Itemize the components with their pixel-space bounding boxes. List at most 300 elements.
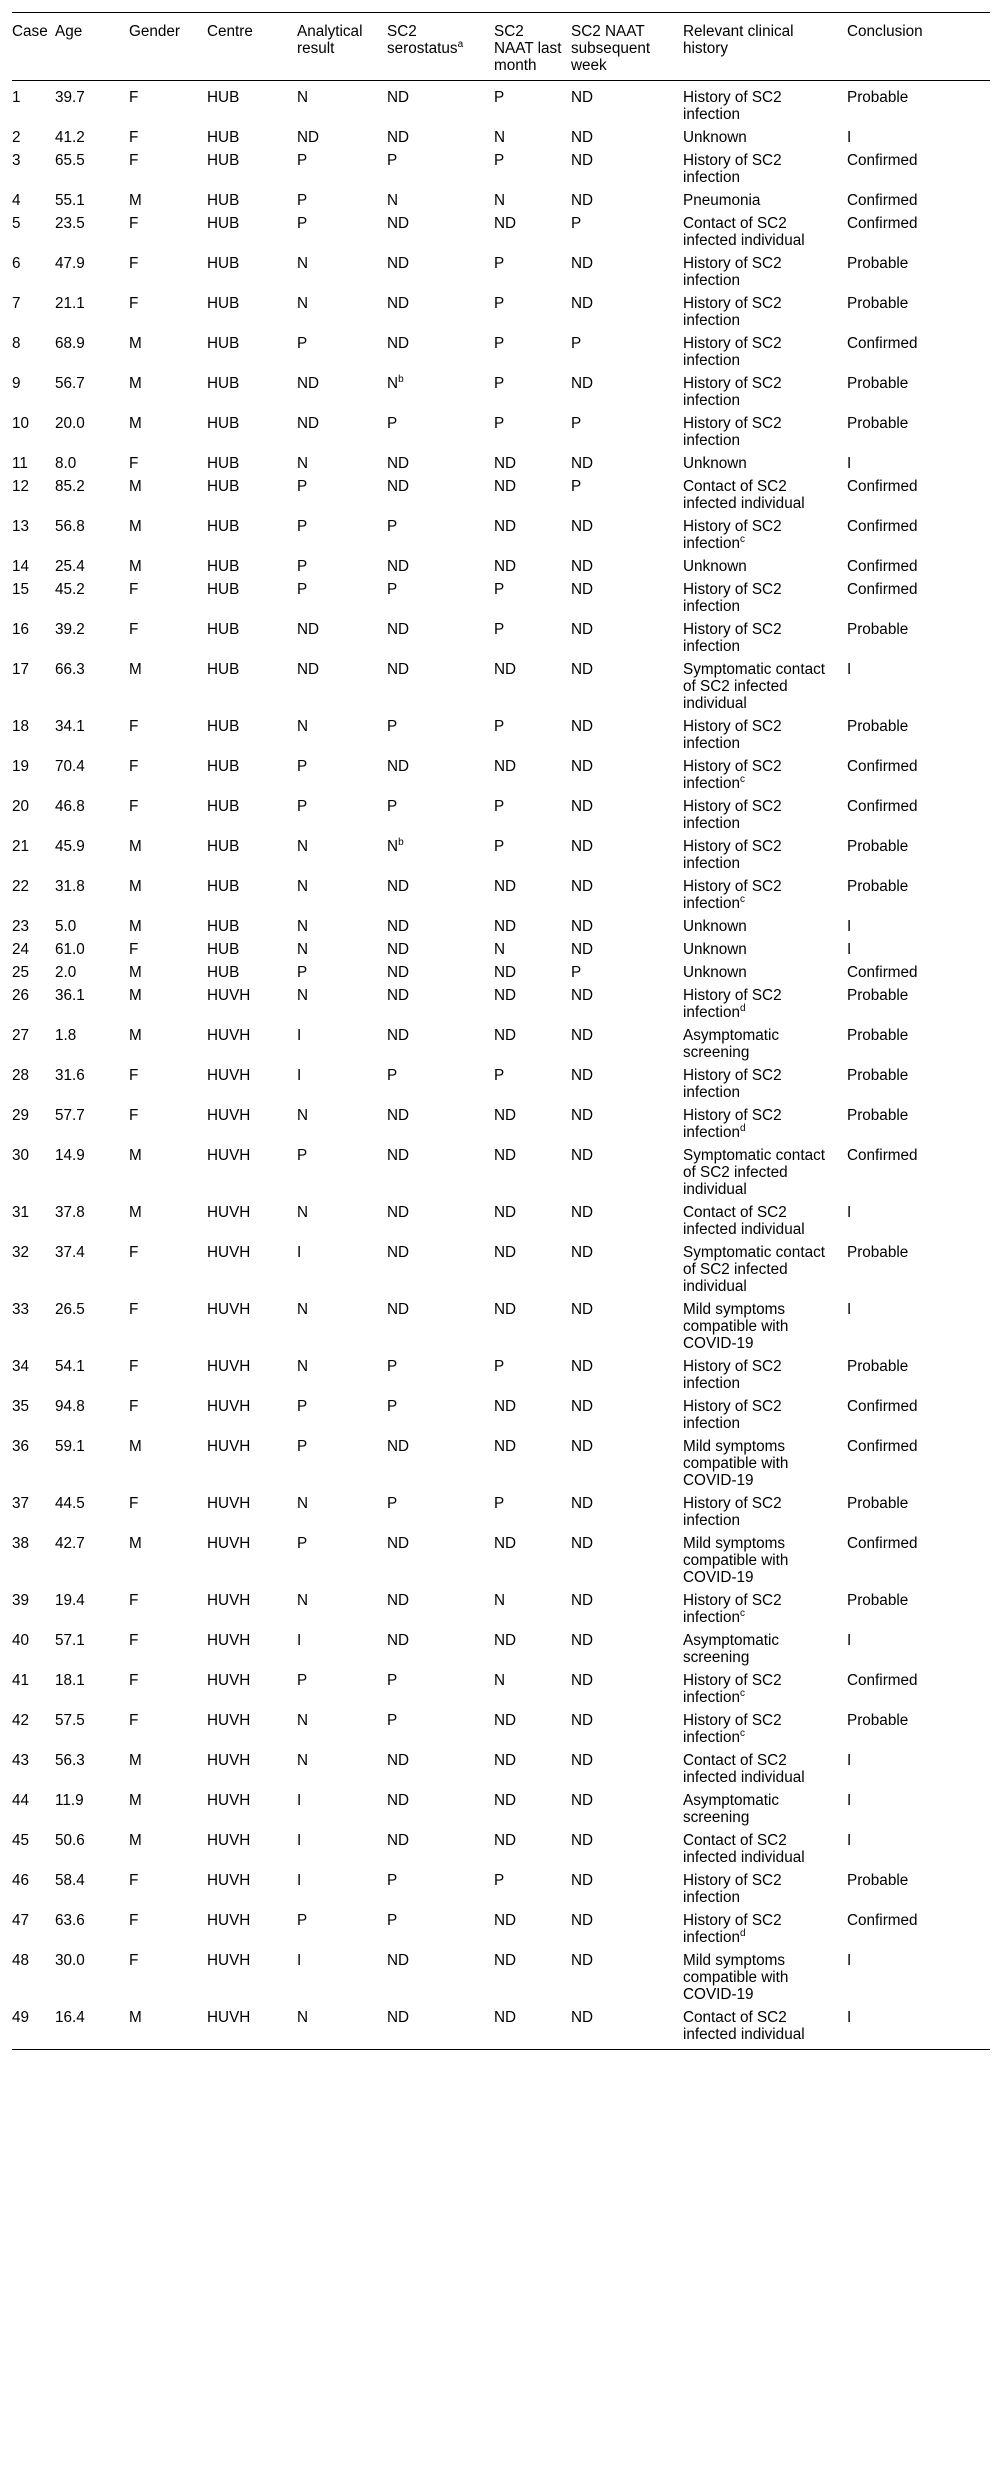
centre-cell [207, 875, 297, 915]
clinical-history-cell [683, 452, 847, 475]
conclusion-cell [847, 1869, 990, 1909]
cell-text: ND [387, 2009, 410, 2026]
centre-cell [207, 1749, 297, 1789]
cell-text: 36.1 [55, 987, 85, 1004]
naat-last-month-cell [494, 1395, 571, 1435]
serostatus-cell [387, 715, 494, 755]
naat-last-month-cell [494, 1435, 571, 1492]
analytical-result-cell [297, 875, 387, 915]
gender-cell [129, 372, 207, 412]
case-cell [12, 1492, 55, 1532]
footnote-marker: b [398, 836, 404, 848]
cell-text: 12 [12, 478, 30, 495]
naat-subsequent-week-cell [571, 332, 683, 372]
centre-cell [207, 1949, 297, 2006]
cell-text: ND [571, 558, 594, 575]
cell-text: HUB [207, 621, 240, 638]
cell-text: HUB [207, 152, 240, 169]
naat-last-month-cell [494, 1749, 571, 1789]
conclusion-cell [847, 1024, 990, 1064]
cell-text: 14 [12, 558, 30, 575]
cell-text: HUB [207, 941, 240, 958]
cell-text: History of SC2 infection [683, 1495, 782, 1529]
footnote-marker: a [457, 38, 464, 50]
gender-cell [129, 149, 207, 189]
cell-text: 25 [12, 964, 30, 981]
naat-subsequent-week-cell [571, 189, 683, 212]
column-header-sc2-serostatus [387, 13, 494, 81]
analytical-result-cell [297, 1435, 387, 1492]
cell-text: 23 [12, 918, 30, 935]
cell-text: History of SC2 infection [683, 1358, 782, 1392]
naat-last-month-cell [494, 555, 571, 578]
cell-text: I [297, 1632, 302, 1649]
cell-text: HUVH [207, 1027, 251, 1044]
age-cell [55, 1589, 129, 1629]
cell-text: HUVH [207, 1495, 251, 1512]
conclusion-cell [847, 1435, 990, 1492]
naat-subsequent-week-cell [571, 795, 683, 835]
cell-text: F [129, 621, 139, 638]
cell-text: ND [571, 941, 594, 958]
case-cell [12, 1709, 55, 1749]
age-cell [55, 984, 129, 1024]
gender-cell [129, 1201, 207, 1241]
cell-text: P [297, 1147, 308, 1164]
cell-text: Probable [847, 621, 909, 638]
centre-cell [207, 2006, 297, 2050]
cell-text: Contact of SC2 infected individual [683, 2009, 805, 2043]
naat-subsequent-week-cell [571, 412, 683, 452]
age-cell [55, 81, 129, 127]
column-header-sc2-naat-last-month [494, 13, 571, 81]
naat-last-month-cell [494, 658, 571, 715]
gender-cell [129, 1104, 207, 1144]
serostatus-cell [387, 1241, 494, 1298]
cell-text: M [129, 838, 142, 855]
conclusion-cell [847, 81, 990, 127]
cell-text: 2.0 [55, 964, 77, 981]
cell-text: Confirmed [847, 558, 918, 575]
case-cell [12, 961, 55, 984]
cell-text: History of SC2 infection [683, 987, 782, 1021]
clinical-history-cell [683, 412, 847, 452]
cell-text: HUVH [207, 1592, 251, 1609]
clinical-history-cell [683, 1355, 847, 1395]
age-cell [55, 2006, 129, 2050]
cell-text: ND [494, 1912, 517, 1929]
cell-text: HUB [207, 335, 240, 352]
cell-text: N [387, 192, 399, 209]
centre-cell [207, 1869, 297, 1909]
cell-text: ND [571, 1712, 594, 1729]
conclusion-cell [847, 1589, 990, 1629]
cell-text: N [387, 375, 399, 392]
conclusion-cell [847, 1749, 990, 1789]
cell-text: ND [494, 1301, 517, 1318]
cell-text: P [387, 1912, 398, 1929]
centre-cell [207, 252, 297, 292]
gender-cell [129, 252, 207, 292]
clinical-history-cell [683, 1869, 847, 1909]
cell-text: ND [387, 1592, 410, 1609]
age-cell [55, 1749, 129, 1789]
cell-text: History of SC2 infection [683, 1912, 782, 1946]
case-cell [12, 1589, 55, 1629]
centre-cell [207, 1395, 297, 1435]
cell-text: 2 [12, 129, 21, 146]
gender-cell [129, 578, 207, 618]
cell-text: Unknown [683, 455, 747, 472]
conclusion-cell [847, 412, 990, 452]
centre-cell [207, 1589, 297, 1629]
naat-last-month-cell [494, 292, 571, 332]
analytical-result-cell [297, 252, 387, 292]
cell-text: ND [387, 941, 410, 958]
gender-cell [129, 332, 207, 372]
age-cell [55, 1669, 129, 1709]
cell-text: I [847, 1832, 852, 1849]
clinical-history-cell [683, 1909, 847, 1949]
case-cell [12, 212, 55, 252]
cell-text: ND [387, 1107, 410, 1124]
age-cell [55, 961, 129, 984]
cell-text: P [387, 1672, 398, 1689]
cell-text: Probable [847, 255, 909, 272]
cell-text: I [297, 1792, 302, 1809]
cell-text: HUB [207, 192, 240, 209]
gender-cell [129, 1669, 207, 1709]
serostatus-cell [387, 618, 494, 658]
cell-text: ND [571, 918, 594, 935]
age-cell [55, 1201, 129, 1241]
cell-text: 30.0 [55, 1952, 85, 1969]
cell-text: 39.7 [55, 89, 85, 106]
analytical-result-cell [297, 126, 387, 149]
cell-text: ND [494, 1752, 517, 1769]
gender-cell [129, 755, 207, 795]
cell-text: ND [387, 1535, 410, 1552]
cell-text: P [297, 798, 308, 815]
clinical-history-cell [683, 1789, 847, 1829]
cell-text: ND [571, 1535, 594, 1552]
age-cell [55, 189, 129, 212]
clinical-history-cell [683, 1144, 847, 1201]
cell-text: M [129, 558, 142, 575]
cell-text: ND [571, 1107, 594, 1124]
cell-text: ND [571, 1027, 594, 1044]
analytical-result-cell [297, 452, 387, 475]
serostatus-cell [387, 1749, 494, 1789]
table-row [12, 1395, 990, 1435]
cell-text: ND [494, 1792, 517, 1809]
centre-cell [207, 189, 297, 212]
cell-text: ND [297, 415, 320, 432]
cell-text: Asymptomatic screening [683, 1792, 780, 1826]
cell-text: HUB [207, 798, 240, 815]
naat-subsequent-week-cell [571, 835, 683, 875]
cell-text: I [847, 1301, 852, 1318]
cell-text: 25.4 [55, 558, 85, 575]
cell-text: ND [494, 964, 517, 981]
cell-text: Confirmed [847, 798, 918, 815]
cell-text: HUVH [207, 1712, 251, 1729]
cell-text: N [494, 941, 506, 958]
analytical-result-cell [297, 1829, 387, 1869]
cell-text: 15 [12, 581, 30, 598]
cell-text: ND [494, 558, 517, 575]
column-header-label: Relevant clinical history [683, 23, 794, 57]
table-row [12, 1909, 990, 1949]
cell-text: M [129, 1204, 142, 1221]
serostatus-cell [387, 795, 494, 835]
gender-cell [129, 1532, 207, 1589]
cell-text: M [129, 1832, 142, 1849]
conclusion-cell [847, 149, 990, 189]
column-header-case [12, 13, 55, 81]
centre-cell [207, 292, 297, 332]
table-row [12, 835, 990, 875]
naat-subsequent-week-cell [571, 578, 683, 618]
cell-text: 14.9 [55, 1147, 85, 1164]
naat-last-month-cell [494, 1024, 571, 1064]
naat-subsequent-week-cell [571, 618, 683, 658]
analytical-result-cell [297, 1749, 387, 1789]
cell-text: ND [571, 1872, 594, 1889]
cell-text: ND [571, 621, 594, 638]
cell-text: History of SC2 infection [683, 758, 782, 792]
serostatus-cell [387, 984, 494, 1024]
table-row [12, 755, 990, 795]
gender-cell [129, 126, 207, 149]
cell-text: Unknown [683, 918, 747, 935]
naat-last-month-cell [494, 452, 571, 475]
analytical-result-cell [297, 149, 387, 189]
naat-subsequent-week-cell [571, 1144, 683, 1201]
case-cell [12, 292, 55, 332]
clinical-history-cell [683, 555, 847, 578]
conclusion-cell [847, 252, 990, 292]
cell-text: 1 [12, 89, 21, 106]
cell-text: ND [494, 758, 517, 775]
cell-text: Confirmed [847, 758, 918, 775]
analytical-result-cell [297, 835, 387, 875]
cell-text: Probable [847, 415, 909, 432]
cell-text: Confirmed [847, 1398, 918, 1415]
cell-text: N [494, 1592, 506, 1609]
cell-text: HUB [207, 838, 240, 855]
age-cell [55, 1709, 129, 1749]
naat-last-month-cell [494, 1201, 571, 1241]
age-cell [55, 875, 129, 915]
centre-cell [207, 515, 297, 555]
conclusion-cell [847, 212, 990, 252]
clinical-history-cell [683, 252, 847, 292]
cell-text: 26 [12, 987, 30, 1004]
analytical-result-cell [297, 1869, 387, 1909]
table-row [12, 1355, 990, 1395]
case-cell [12, 1395, 55, 1435]
cell-text: ND [494, 2009, 517, 2026]
cell-text: 21.1 [55, 295, 85, 312]
centre-cell [207, 1709, 297, 1749]
centre-cell [207, 555, 297, 578]
age-cell [55, 1629, 129, 1669]
centre-cell [207, 412, 297, 452]
serostatus-cell [387, 1395, 494, 1435]
cell-text: N [297, 718, 309, 735]
serostatus-cell [387, 372, 494, 412]
gender-cell [129, 875, 207, 915]
cell-text: Contact of SC2 infected individual [683, 1752, 805, 1786]
cell-text: Unknown [683, 558, 747, 575]
cell-text: 34.1 [55, 718, 85, 735]
cell-text: 55.1 [55, 192, 85, 209]
clinical-history-cell [683, 1532, 847, 1589]
conclusion-cell [847, 618, 990, 658]
case-cell [12, 578, 55, 618]
analytical-result-cell [297, 938, 387, 961]
cell-text: ND [571, 1672, 594, 1689]
table-row [12, 1492, 990, 1532]
centre-cell [207, 938, 297, 961]
table-row [12, 1589, 990, 1629]
cell-text: ND [387, 1792, 410, 1809]
cell-text: History of SC2 infection [683, 581, 782, 615]
cell-text: ND [571, 2009, 594, 2026]
cell-text: P [387, 518, 398, 535]
naat-subsequent-week-cell [571, 658, 683, 715]
cell-text: M [129, 335, 142, 352]
case-cell [12, 1829, 55, 1869]
case-cell [12, 555, 55, 578]
gender-cell [129, 292, 207, 332]
cell-text: Probable [847, 1358, 909, 1375]
cell-text: P [494, 415, 505, 432]
footnote-marker: d [739, 1002, 746, 1014]
serostatus-cell [387, 1669, 494, 1709]
cell-text: 45 [12, 1832, 30, 1849]
naat-subsequent-week-cell [571, 1492, 683, 1532]
cell-text: 8 [12, 335, 21, 352]
gender-cell [129, 81, 207, 127]
cell-text: P [297, 1438, 308, 1455]
cell-text: ND [387, 455, 410, 472]
cell-text: I [847, 941, 852, 958]
cell-text: 58.4 [55, 1872, 85, 1889]
case-cell [12, 835, 55, 875]
cell-text: ND [571, 375, 594, 392]
footnote-marker: c [739, 1727, 745, 1739]
naat-last-month-cell [494, 1144, 571, 1201]
clinical-history-cell [683, 189, 847, 212]
cell-text: Unknown [683, 964, 747, 981]
naat-subsequent-week-cell [571, 1669, 683, 1709]
conclusion-cell [847, 1669, 990, 1709]
column-header-analytical-result [297, 13, 387, 81]
naat-last-month-cell [494, 1589, 571, 1629]
cell-text: ND [494, 1244, 517, 1261]
table-row [12, 1024, 990, 1064]
serostatus-cell [387, 292, 494, 332]
cell-text: 39.2 [55, 621, 85, 638]
cell-text: P [494, 335, 505, 352]
naat-last-month-cell [494, 1532, 571, 1589]
naat-subsequent-week-cell [571, 1395, 683, 1435]
age-cell [55, 1064, 129, 1104]
centre-cell [207, 1492, 297, 1532]
naat-last-month-cell [494, 1829, 571, 1869]
gender-cell [129, 915, 207, 938]
conclusion-cell [847, 126, 990, 149]
cell-text: P [494, 375, 505, 392]
cell-text: N [297, 1752, 309, 1769]
cell-text: P [494, 295, 505, 312]
conclusion-cell [847, 1104, 990, 1144]
gender-cell [129, 555, 207, 578]
column-header-gender [129, 13, 207, 81]
cell-text: 5.0 [55, 918, 77, 935]
cell-text: 59.1 [55, 1438, 85, 1455]
conclusion-cell [847, 658, 990, 715]
clinical-history-cell [683, 372, 847, 412]
case-cell [12, 2006, 55, 2050]
cell-text: ND [494, 478, 517, 495]
cell-text: 13 [12, 518, 30, 535]
table-row [12, 578, 990, 618]
cell-text: ND [387, 295, 410, 312]
naat-subsequent-week-cell [571, 252, 683, 292]
table-body [12, 81, 990, 2050]
cell-text: ND [494, 1952, 517, 1969]
gender-cell [129, 1789, 207, 1829]
serostatus-cell [387, 1909, 494, 1949]
cell-text: 5 [12, 215, 21, 232]
gender-cell [129, 1589, 207, 1629]
case-cell [12, 1144, 55, 1201]
age-cell [55, 475, 129, 515]
cell-text: ND [387, 1027, 410, 1044]
age-cell [55, 412, 129, 452]
analytical-result-cell [297, 1949, 387, 2006]
table-row [12, 2006, 990, 2050]
cell-text: ND [571, 1438, 594, 1455]
age-cell [55, 126, 129, 149]
naat-subsequent-week-cell [571, 875, 683, 915]
analytical-result-cell [297, 1355, 387, 1395]
cell-text: N [297, 941, 309, 958]
serostatus-cell [387, 412, 494, 452]
table-row [12, 618, 990, 658]
analytical-result-cell [297, 1298, 387, 1355]
clinical-history-cell [683, 1201, 847, 1241]
cell-text: History of SC2 infection [683, 878, 782, 912]
clinical-history-cell [683, 1395, 847, 1435]
column-header-sc2-naat-subsequent-week [571, 13, 683, 81]
cell-text: 57.5 [55, 1712, 85, 1729]
cell-text: ND [387, 1752, 410, 1769]
centre-cell [207, 961, 297, 984]
clinical-history-cell [683, 875, 847, 915]
cell-text: 37.8 [55, 1204, 85, 1221]
cell-text: Asymptomatic screening [683, 1632, 780, 1666]
naat-subsequent-week-cell [571, 1749, 683, 1789]
cell-text: HUB [207, 255, 240, 272]
column-header-centre [207, 13, 297, 81]
naat-last-month-cell [494, 372, 571, 412]
age-cell [55, 1144, 129, 1201]
cell-text: ND [494, 1398, 517, 1415]
